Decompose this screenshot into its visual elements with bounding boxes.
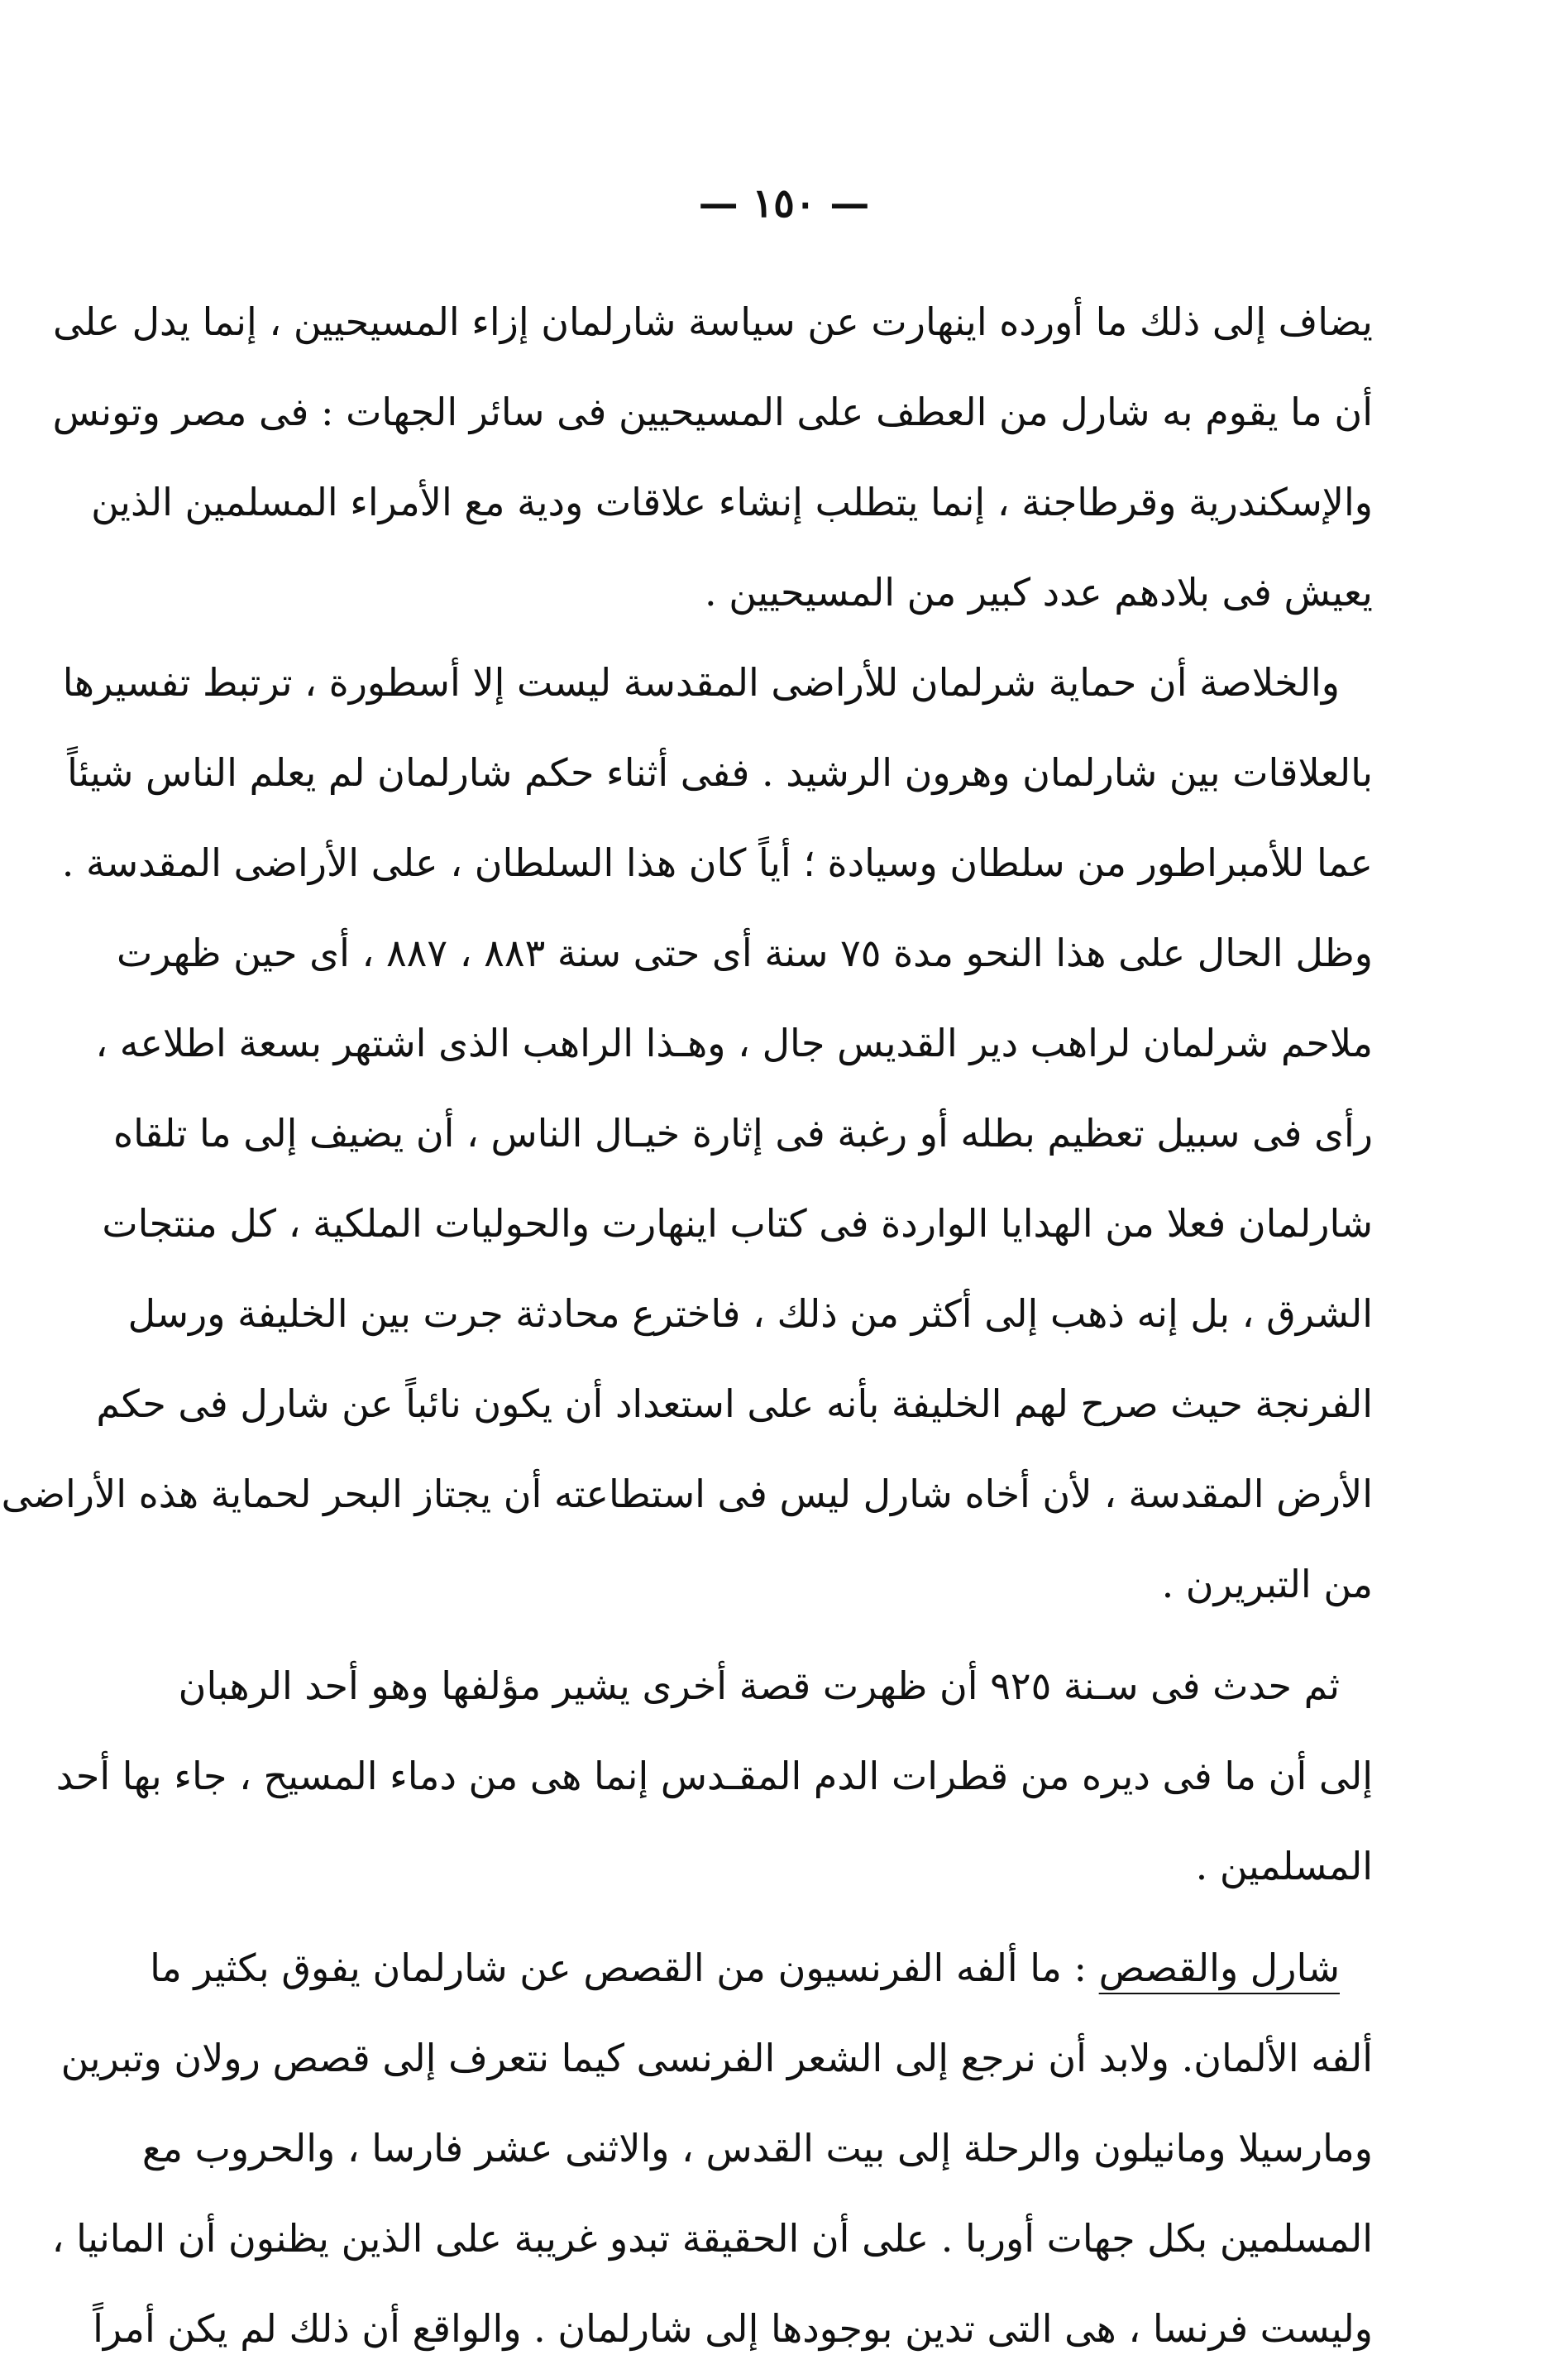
text-line: الأرض المقدسة ، لأن أخاه شارل ليس فى استطاعته أن يجتاز البحر لحماية هذه الأراضى (1, 1472, 1373, 1516)
text-line: شارلمان فعلا من الهدايا الواردة فى كتاب اينهارت والحوليات الملكية ، كل منتجات (102, 1201, 1373, 1246)
text-line: من التبريرن . (1161, 1562, 1373, 1606)
text-line: وليست فرنسا ، هى التى تدين بوجودها إلى شارلمان . والواقع أن ذلك لم يكن أمراً (93, 2306, 1373, 2351)
paragraph-3 (55, 1641, 1373, 1912)
text-line (150, 1923, 1373, 2013)
text-line: رأى فى سبيل تعظيم بطله أو رغبة فى إثارة خيـال الناس ، أن يضيف إلى ما تلقاه (112, 1111, 1373, 1156)
paragraph-2 (1, 638, 1373, 1630)
text-line: إلى أن ما فى ديره من قطرات الدم المقـدس إنما هى من دماء المسيح ، جاء بها أحد (55, 1754, 1373, 1798)
text-line: ثم حدث فى سـنة ٩٢٥ أن ظهرت قصة أخرى يشير مؤلفها وهو أحد الرهبان (178, 1663, 1340, 1708)
text-line: والإسكندرية وقرطاجنة ، إنما يتطلب إنشاء علاقات ودية مع الأمراء المسلمين الذين (91, 480, 1373, 524)
page-number: — ١٥٠ — (698, 180, 870, 227)
text-line: ألفه الألمان. ولابد أن نرجع إلى الشعر الفرنسى كيما نتعرف إلى قصص رولان وتبرين (60, 2036, 1373, 2080)
text-line: وظل الحال على هذا النحو مدة ٧٥ سنة أى حتى سنة ٨٨٣ ، ٨٨٧ ، أى حين ظهرت (117, 931, 1373, 975)
text-line: عما للأمبراطور من سلطان وسيادة ؛ أياً كان هذا السلطان ، على الأراضى المقدسة . (61, 840, 1373, 885)
text-line: ومارسيلا ومانيلون والرحلة إلى بيت القدس ، والاثنى عشر فارسا ، والحروب مع (141, 2126, 1373, 2171)
paragraph-1 (52, 277, 1373, 638)
body-text (1, 277, 1373, 2374)
text-line: المسلمين بكل جهات أوربا . على أن الحقيقة تبدو غريبة على الذين يظنون أن المانيا ، (51, 2216, 1373, 2261)
text-line: أن ما يقوم به شارل من العطف على المسيحيين فى سائر الجهات : فى مصر وتونس (52, 390, 1373, 434)
section-heading: شارل والقصص (1098, 1946, 1340, 1990)
text-line: ملاحم شرلمان لراهب دير القديس جال ، وهـذا الراهب الذى اشتهر بسعة اطلاعه ، (95, 1021, 1373, 1065)
text-line: الفرنجة حيث صرح لهم الخليفة بأنه على استعداد أن يكون نائباً عن شارل فى حكم (96, 1381, 1373, 1426)
text-line: والخلاصة أن حماية شرلمان للأراضى المقدسة ليست إلا أسطورة ، ترتبط تفسيرها (62, 660, 1340, 705)
text-line: بالعلاقات بين شارلمان وهرون الرشيد . ففى أثناء حكم شارلمان لم يعلم الناس شيئاً (67, 750, 1373, 795)
text-line: المسلمين . (1195, 1844, 1373, 1888)
text-line: يعيش فى بلادهم عدد كبير من المسيحيين . (705, 570, 1373, 615)
text-line: يضاف إلى ذلك ما أورده اينهارت عن سياسة شارلمان إزاء المسيحيين ، إنما يدل على (52, 299, 1373, 344)
heading-line-text: : ما ألفه الفرنسيون من القصص عن شارلمان يفوق بكثير ما (150, 1946, 1088, 1990)
paragraph-4 (51, 1923, 1373, 2374)
text-line: الشرق ، بل إنه ذهب إلى أكثر من ذلك ، فاخترع محادثة جرت بين الخليفة ورسل (127, 1291, 1373, 1336)
